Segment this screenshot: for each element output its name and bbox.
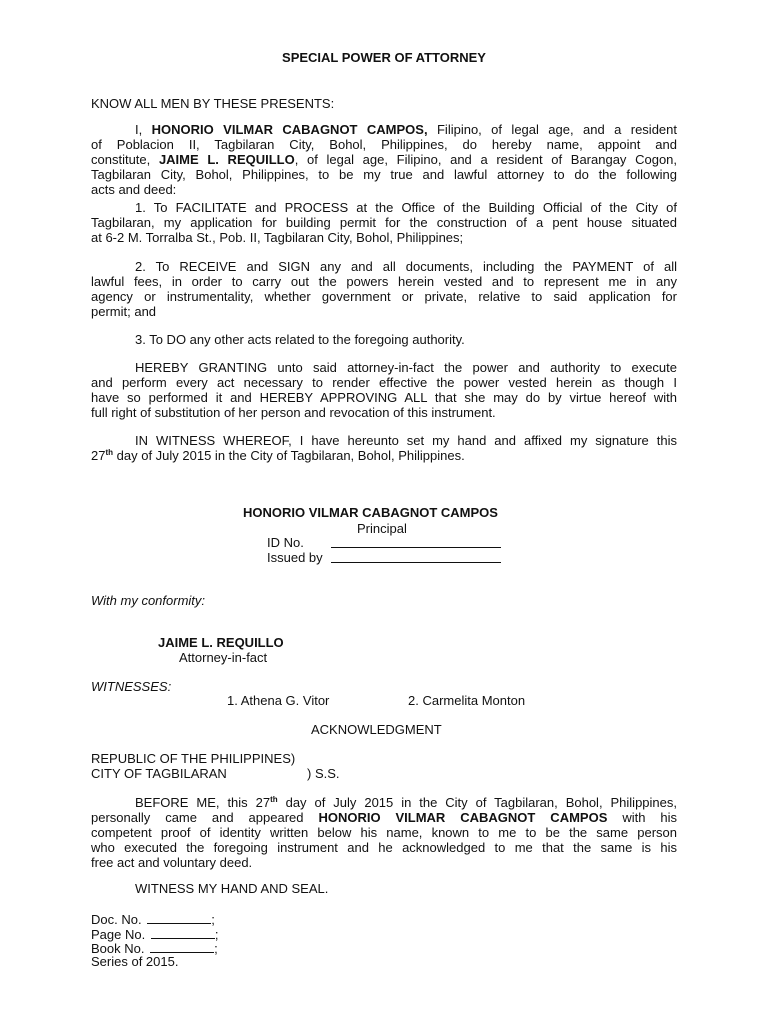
item-1-paragraph [91,200,677,245]
witness-1: 1. Athena G. Vitor [227,693,330,708]
ack-line-1 [91,795,677,810]
semicolon: ; [214,927,219,942]
item-1-line-1: 1. To FACILITATE and PROCESS at the Office of the Building Official of the City of [135,200,677,215]
intro-text: Filipino, of legal age, and a resident [427,122,677,137]
book-no-label: Book No. [91,941,145,956]
opening-line: KNOW ALL MEN BY THESE PRESENTS: [91,96,335,111]
intro-line-3 [91,152,677,167]
witness-2: 2. Carmelita Monton [408,693,526,708]
acknowledgment-title: ACKNOWLEDGMENT [311,722,442,737]
doc-no-row [91,911,215,927]
intro-text: I, [135,122,152,137]
granting-line-1: HEREBY GRANTING unto said attorney-in-fact the power and authority to execute [135,360,677,375]
conformity-line: With my conformity: [91,593,206,608]
granting-paragraph [91,360,677,420]
venue-line-1: REPUBLIC OF THE PHILIPPINES) [91,751,296,766]
principal-role: Principal [357,521,407,536]
item-1-line-2: Tagbilaran, my application for building permit for the construction of a pent house situated [91,215,677,230]
venue-line-2a: CITY OF TAGBILARAN [91,766,227,781]
attorney-name: JAIME L. REQUILLO [158,635,284,650]
series-line: Series of 2015. [91,954,179,969]
granting-line-4: full right of substitution of her person and revocation of this instrument. [91,405,496,420]
principal-name: HONORIO VILMAR CABAGNOT CAMPOS [243,505,498,520]
intro-line-5: acts and deed: [91,182,177,197]
witnesses-label: WITNESSES: [91,679,172,694]
principal-name-inline: HONORIO VILMAR CABAGNOT CAMPOS, [151,122,428,137]
intro-text: , of legal age, Filipino, and a resident of Barangay Cogon, [294,152,678,167]
ack-text: BEFORE ME, this [135,795,256,810]
page-no-blank [151,926,215,939]
item-2-paragraph [91,259,677,319]
ack-line-4: who executed the foregoing instrument and he acknowledged to me that the same is his [91,840,677,855]
page-no-label: Page No. [91,927,146,942]
ack-text: personally came and appeared [91,810,319,825]
intro-line-4: Tagbilaran City, Bohol, Philippines, to be my true and lawful attorney to do the following [91,167,677,182]
witness-hand-seal: WITNESS MY HAND AND SEAL. [135,881,329,896]
date-text: day of July 2015 in the City of Tagbilaran, Bohol, Philippines. [113,448,465,463]
attorney-name-inline: JAIME L. REQUILLO [158,152,295,167]
attorney-role: Attorney-in-fact [179,650,268,665]
semicolon: ; [211,912,215,927]
id-no-label: ID No. [267,535,304,550]
item-2-line-2: lawful fees, in order to carry out the powers herein vested and to represent me in any [91,274,677,289]
item-2-line-3: agency or instrumentality, whether government or private, relative to said application for [91,289,677,304]
acknowledgment-paragraph [91,795,677,870]
id-no-blank [331,535,501,548]
issued-by-label: Issued by [267,550,323,565]
ack-text: with his [607,810,677,825]
intro-text: constitute, [91,152,159,167]
date-suffix: th [105,448,114,457]
date-day: 27 [91,448,106,463]
doc-no-label: Doc. No. [91,912,142,927]
ack-text: day of July 2015 in the City of Tagbilaran, Bohol, Philippines, [277,795,677,810]
venue-line-2b: ) S.S. [307,766,340,781]
item-2-line-4: permit; and [91,304,157,319]
issued-by-blank [331,550,501,563]
ack-principal-name: HONORIO VILMAR CABAGNOT CAMPOS [318,810,608,825]
granting-line-3: have so performed it and HEREBY APPROVING ALL that she may do by virtue hereof with [91,390,677,405]
item-3-paragraph: 3. To DO any other acts related to the foregoing authority. [135,332,465,347]
document-title: SPECIAL POWER OF ATTORNEY [282,50,486,65]
ack-line-5: free act and voluntary deed. [91,855,253,870]
intro-line-2: of Poblacion II, Tagbilaran City, Bohol, Philippines, do hereby name, appoint and [91,137,677,152]
semicolon: ; [214,941,218,956]
item-2-line-1: 2. To RECEIVE and SIGN any and all documents, including the PAYMENT of all [135,259,677,274]
witness-whereof-paragraph [91,433,677,463]
book-no-blank [150,940,214,953]
item-1-line-3: at 6-2 M. Torralba St., Pob. II, Tagbilaran City, Bohol, Philippines; [91,230,464,245]
ack-line-3: competent proof of identity written below his name, known to me to be the same person [91,825,677,840]
witness-whereof-line-2 [91,448,677,463]
doc-no-blank [147,911,211,924]
ack-date-suffix: th [270,795,278,804]
witness-whereof-line-1: IN WITNESS WHEREOF, I have hereunto set my hand and affixed my signature this [135,433,677,448]
intro-paragraph [91,122,677,197]
granting-line-2: and perform every act necessary to render effective the power vested herein as though I [91,375,677,390]
intro-line-1 [91,122,677,137]
ack-date-day: 27 [255,795,271,810]
ack-line-2 [91,810,677,825]
